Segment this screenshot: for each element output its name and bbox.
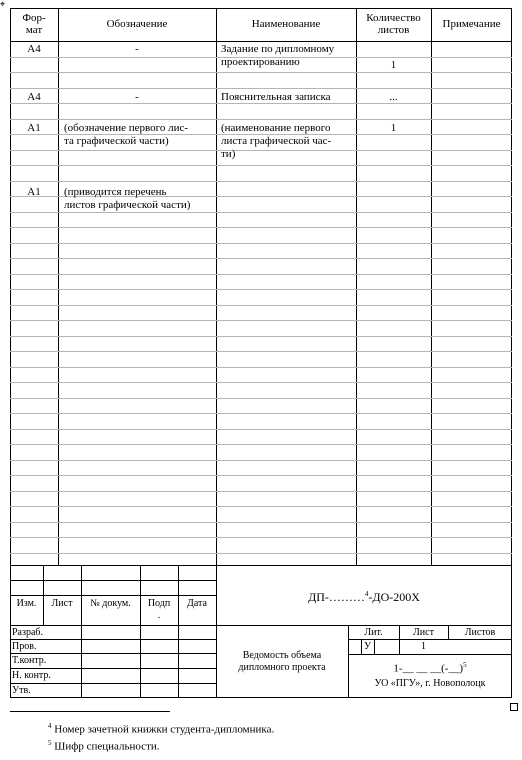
row-divider — [10, 227, 512, 228]
stamp-col-list: Лист — [51, 598, 73, 609]
row-format: А1 — [27, 186, 41, 198]
row-name: Задание по дипломному проектированию — [221, 43, 335, 68]
footnote-text: Номер зачетной книжки студента-дипломника. — [54, 723, 275, 736]
row-divider — [10, 553, 512, 554]
header-sheets: Количество листов — [366, 12, 421, 36]
row-divider — [10, 444, 512, 445]
row-divider — [10, 413, 512, 414]
document-code — [216, 588, 512, 604]
group-code — [348, 659, 512, 676]
row-divider — [10, 289, 512, 290]
lit-value: У — [363, 641, 372, 652]
row-designation: (приводится перечень листов графической части) — [64, 186, 191, 211]
row-divider — [10, 367, 512, 368]
row-name: (наименование первого листа графической час- ти) — [221, 122, 332, 160]
row-designation: - — [135, 43, 139, 55]
row-divider — [10, 475, 512, 476]
organization: УО «ПГУ», г. Новополоцк — [374, 678, 486, 689]
stamp-role: Пров. — [12, 641, 37, 652]
row-divider — [10, 491, 512, 492]
row-divider — [10, 119, 512, 120]
stamp-role: Разраб. — [12, 627, 43, 638]
document-code-suffix: -ДО-200Х — [368, 590, 420, 604]
stamp-role: Т.контр. — [12, 655, 47, 666]
header-format: Фор- мат — [22, 12, 46, 36]
group-code-text: 1-__ __ __(-__) — [393, 662, 464, 675]
row-divider — [10, 506, 512, 507]
row-sheets: 1 — [390, 122, 397, 134]
row-sheets: 1 — [390, 59, 397, 71]
row-divider — [10, 537, 512, 538]
row-format: А1 — [27, 122, 41, 134]
header-designation: Обозначение — [106, 18, 168, 30]
anchor-mark: ⌖ — [0, 0, 6, 9]
row-divider — [10, 320, 512, 321]
row-name: Пояснительная записка — [221, 91, 331, 103]
row-format: А4 — [27, 43, 41, 55]
footnote — [48, 720, 274, 737]
lit-label: Лит. — [364, 627, 383, 638]
sheet-value: 1 — [421, 641, 426, 652]
row-divider — [10, 243, 512, 244]
footnote — [48, 737, 160, 754]
row-divider — [10, 274, 512, 275]
row-divider — [10, 336, 512, 337]
stamp-col-podp: Подп . — [147, 598, 171, 621]
stamp-role: Утв. — [12, 685, 31, 696]
document-title: Ведомость объема дипломного проекта — [238, 650, 326, 673]
row-divider — [10, 382, 512, 383]
footnote-number: 5 — [48, 739, 52, 747]
row-designation: (обозначение первого лис- та графической части) — [64, 122, 189, 147]
row-divider — [10, 522, 512, 523]
stamp-col-date: Дата — [187, 598, 207, 609]
row-divider — [10, 398, 512, 399]
footnote-text: Шифр специальности. — [54, 740, 160, 753]
sheets-label: Листов — [464, 627, 496, 638]
row-divider — [10, 72, 512, 73]
row-divider — [10, 351, 512, 352]
group-code-footnote-ref: 5 — [463, 661, 467, 669]
row-designation: - — [135, 91, 139, 103]
row-divider — [10, 429, 512, 430]
row-divider — [10, 305, 512, 306]
row-divider — [10, 88, 512, 89]
stamp-col-doc: № докум. — [90, 598, 131, 609]
row-divider — [10, 212, 512, 213]
row-divider — [10, 460, 512, 461]
stamp-col-izm: Изм. — [16, 598, 37, 609]
row-divider — [10, 181, 512, 182]
stamp-role: Н. контр. — [12, 670, 51, 681]
header-note: Примечание — [442, 18, 501, 30]
header-name: Наименование — [251, 18, 321, 30]
end-mark — [510, 703, 518, 711]
sheet-label: Лист — [413, 627, 434, 638]
footnote-number: 4 — [48, 722, 52, 730]
document-code-footnote-ref: 4 — [364, 590, 369, 598]
document-code-prefix: ДП-……… — [308, 590, 365, 604]
row-format: А4 — [27, 91, 41, 103]
row-divider — [10, 165, 512, 166]
row-sheets: ... — [389, 91, 398, 103]
row-divider — [10, 258, 512, 259]
